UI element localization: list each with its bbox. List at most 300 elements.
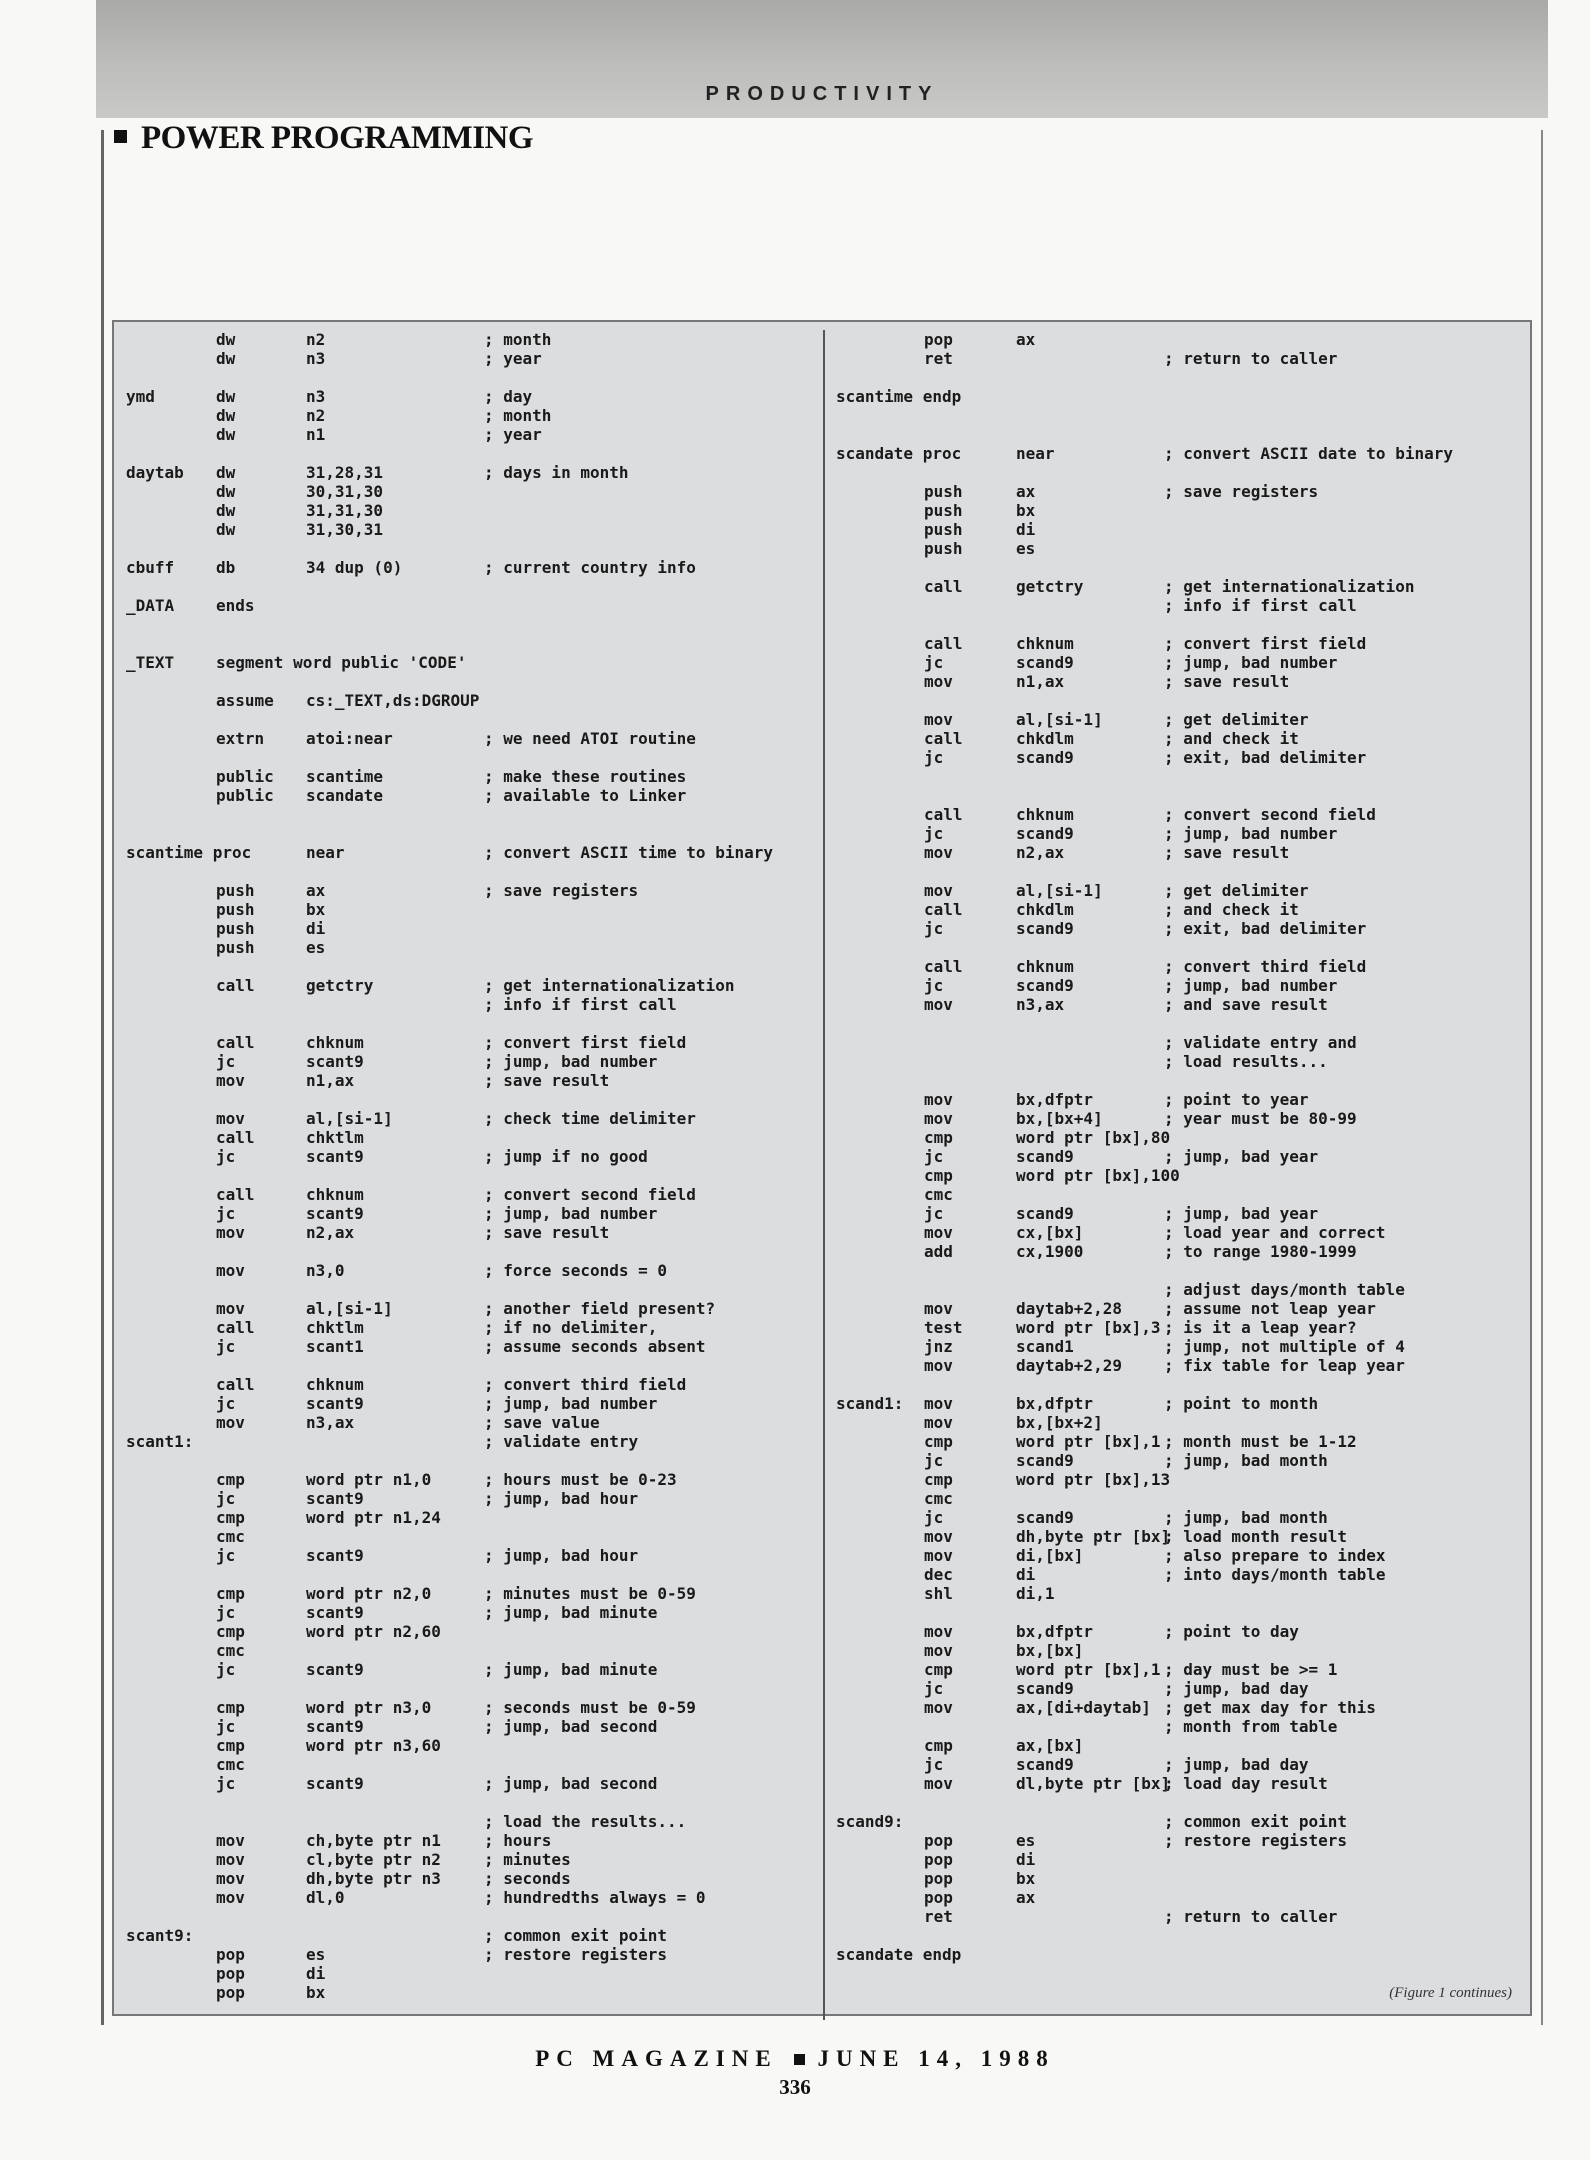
code-arg: getctry bbox=[306, 976, 374, 995]
code-label: scant1: bbox=[126, 1432, 194, 1451]
code-arg: es bbox=[1016, 539, 1036, 558]
code-comment: ; point to month bbox=[1164, 1394, 1319, 1413]
code-arg: n3,0 bbox=[306, 1261, 345, 1280]
code-comment: ; jump, bad minute bbox=[484, 1660, 658, 1679]
code-comment: ; jump, bad month bbox=[1164, 1451, 1328, 1470]
code-op: dw bbox=[216, 520, 236, 539]
code-op: cmp bbox=[216, 1698, 245, 1717]
code-comment: ; info if first call bbox=[1164, 596, 1357, 615]
code-arg: word ptr [bx],3 bbox=[1016, 1318, 1161, 1337]
code-arg: scant9 bbox=[306, 1660, 364, 1679]
code-arg: scand9 bbox=[1016, 1451, 1074, 1470]
code-arg: es bbox=[1016, 1831, 1036, 1850]
code-comment: ; return to caller bbox=[1164, 349, 1338, 368]
code-arg: 30,31,30 bbox=[306, 482, 384, 501]
code-arg: scand9 bbox=[1016, 919, 1074, 938]
code-label: scand1: bbox=[836, 1394, 904, 1413]
code-op: jc bbox=[924, 1755, 944, 1774]
code-arg: n3,ax bbox=[306, 1413, 355, 1432]
code-op: mov bbox=[924, 1223, 953, 1242]
code-op: mov bbox=[924, 881, 953, 900]
code-arg: scand1 bbox=[1016, 1337, 1074, 1356]
code-arg: scand9 bbox=[1016, 1147, 1074, 1166]
code-comment: ; load the results... bbox=[484, 1812, 687, 1831]
code-op: cmp bbox=[216, 1470, 245, 1489]
code-comment: ; adjust days/month table bbox=[1164, 1280, 1405, 1299]
code-arg: bx,[bx] bbox=[1016, 1641, 1084, 1660]
code-label: scandate endp bbox=[836, 1945, 962, 1964]
code-comment: ; current country info bbox=[484, 558, 696, 577]
code-arg: scant9 bbox=[306, 1052, 364, 1071]
code-label: _TEXT bbox=[126, 653, 175, 672]
code-arg: al,[si-1] bbox=[1016, 710, 1103, 729]
code-arg: es bbox=[306, 938, 326, 957]
code-arg: chknum bbox=[1016, 805, 1074, 824]
code-comment: ; hours must be 0-23 bbox=[484, 1470, 677, 1489]
code-comment: ; validate entry bbox=[484, 1432, 639, 1451]
code-comment: ; common exit point bbox=[1164, 1812, 1348, 1831]
code-op: mov bbox=[924, 710, 953, 729]
code-label: daytab bbox=[126, 463, 184, 482]
code-op: cmp bbox=[924, 1660, 953, 1679]
code-arg: n1,ax bbox=[1016, 672, 1065, 691]
code-comment: ; point to year bbox=[1164, 1090, 1309, 1109]
code-op: jc bbox=[924, 1147, 944, 1166]
code-comment: ; exit, bad delimiter bbox=[1164, 919, 1367, 938]
code-arg: near bbox=[306, 843, 345, 862]
code-op: call bbox=[216, 1318, 255, 1337]
code-arg: es bbox=[306, 1945, 326, 1964]
header-title: POWER PROGRAMMING bbox=[141, 120, 534, 156]
code-comment: ; save result bbox=[1164, 672, 1290, 691]
code-op: mov bbox=[924, 995, 953, 1014]
code-comment: ; save result bbox=[1164, 843, 1290, 862]
code-arg: cl,byte ptr n2 bbox=[306, 1850, 441, 1869]
code-comment: ; seconds must be 0-59 bbox=[484, 1698, 696, 1717]
code-arg: n1,ax bbox=[306, 1071, 355, 1090]
code-op: dw bbox=[216, 501, 236, 520]
code-comment: ; month must be 1-12 bbox=[1164, 1432, 1357, 1451]
code-arg: dl,0 bbox=[306, 1888, 345, 1907]
magazine-name: PC MAGAZINE bbox=[535, 2046, 778, 2071]
code-comment: ; jump, bad day bbox=[1164, 1679, 1309, 1698]
code-comment: ; seconds bbox=[484, 1869, 571, 1888]
code-op: jc bbox=[924, 1508, 944, 1527]
code-arg: chkdlm bbox=[1016, 900, 1074, 919]
code-listing bbox=[112, 320, 1532, 2016]
code-arg: scant9 bbox=[306, 1603, 364, 1622]
code-op: ends bbox=[216, 596, 255, 615]
code-op: mov bbox=[924, 1527, 953, 1546]
code-op: shl bbox=[924, 1584, 953, 1603]
code-comment: ; jump, bad hour bbox=[484, 1546, 639, 1565]
code-comment: ; save registers bbox=[484, 881, 639, 900]
code-op: cmp bbox=[924, 1432, 953, 1451]
code-op: mov bbox=[924, 1546, 953, 1565]
code-arg: dl,byte ptr [bx] bbox=[1016, 1774, 1171, 1793]
code-op: pop bbox=[924, 1831, 953, 1850]
code-op: mov bbox=[924, 1394, 953, 1413]
code-op: jc bbox=[924, 1679, 944, 1698]
code-op: mov bbox=[924, 1641, 953, 1660]
code-op: dw bbox=[216, 425, 236, 444]
code-op: cmp bbox=[924, 1128, 953, 1147]
code-op: mov bbox=[924, 1774, 953, 1793]
code-arg: cx,[bx] bbox=[1016, 1223, 1084, 1242]
code-label: scandate proc bbox=[836, 444, 962, 463]
code-comment: ; and check it bbox=[1164, 900, 1299, 919]
code-arg: word ptr [bx],1 bbox=[1016, 1432, 1161, 1451]
code-arg: chktlm bbox=[306, 1128, 364, 1147]
code-comment: ; jump, bad number bbox=[1164, 976, 1338, 995]
code-comment: ; another field present? bbox=[484, 1299, 716, 1318]
code-op: cmp bbox=[924, 1736, 953, 1755]
code-comment: ; day bbox=[484, 387, 533, 406]
code-arg: scand9 bbox=[1016, 1204, 1074, 1223]
code-op: push bbox=[924, 520, 963, 539]
page-header bbox=[114, 120, 533, 157]
code-op: cmp bbox=[924, 1470, 953, 1489]
code-op: jc bbox=[924, 976, 944, 995]
code-label: ymd bbox=[126, 387, 155, 406]
code-comment: ; month bbox=[484, 406, 552, 425]
code-op: cmc bbox=[924, 1489, 953, 1508]
code-arg: ax bbox=[1016, 330, 1036, 349]
code-arg: ax bbox=[1016, 1888, 1036, 1907]
code-op: call bbox=[216, 1375, 255, 1394]
code-comment: ; get internationalization bbox=[1164, 577, 1415, 596]
code-arg: n2 bbox=[306, 406, 326, 425]
code-arg: ch,byte ptr n1 bbox=[306, 1831, 441, 1850]
code-comment: ; minutes bbox=[484, 1850, 571, 1869]
code-op: test bbox=[924, 1318, 963, 1337]
code-comment: ; available to Linker bbox=[484, 786, 687, 805]
code-arg: ax,[di+daytab] bbox=[1016, 1698, 1151, 1717]
code-op: jc bbox=[216, 1337, 236, 1356]
code-arg: cs:_TEXT,ds:DGROUP bbox=[306, 691, 480, 710]
code-op: call bbox=[924, 957, 963, 976]
code-comment: ; jump, bad second bbox=[484, 1774, 658, 1793]
code-comment: ; month bbox=[484, 330, 552, 349]
code-arg: di bbox=[306, 1964, 326, 1983]
code-arg: chktlm bbox=[306, 1318, 364, 1337]
code-arg: near bbox=[1016, 444, 1055, 463]
code-op: call bbox=[924, 900, 963, 919]
code-op: jc bbox=[216, 1394, 236, 1413]
code-op: dec bbox=[924, 1565, 953, 1584]
code-arg: chknum bbox=[1016, 957, 1074, 976]
code-op: push bbox=[216, 938, 255, 957]
code-comment: ; get delimiter bbox=[1164, 710, 1309, 729]
code-op: push bbox=[924, 539, 963, 558]
code-comment: ; jump, bad month bbox=[1164, 1508, 1328, 1527]
code-comment: ; and check it bbox=[1164, 729, 1299, 748]
code-op: mov bbox=[924, 1622, 953, 1641]
code-arg: bx bbox=[306, 900, 326, 919]
code-arg: 31,28,31 bbox=[306, 463, 384, 482]
code-arg: al,[si-1] bbox=[306, 1109, 393, 1128]
code-op: jnz bbox=[924, 1337, 953, 1356]
code-comment: ; year must be 80-99 bbox=[1164, 1109, 1357, 1128]
code-arg: daytab+2,28 bbox=[1016, 1299, 1122, 1318]
code-arg: n3 bbox=[306, 349, 326, 368]
code-arg: n2,ax bbox=[1016, 843, 1065, 862]
code-arg: scant9 bbox=[306, 1394, 364, 1413]
code-op: jc bbox=[216, 1489, 236, 1508]
code-arg: scant9 bbox=[306, 1717, 364, 1736]
code-comment: ; jump, bad number bbox=[1164, 653, 1338, 672]
code-arg: atoi:near bbox=[306, 729, 393, 748]
code-comment: ; validate entry and bbox=[1164, 1033, 1357, 1052]
code-arg: n1 bbox=[306, 425, 326, 444]
code-comment: ; convert second field bbox=[484, 1185, 696, 1204]
code-comment: ; force seconds = 0 bbox=[484, 1261, 668, 1280]
code-op: mov bbox=[216, 1888, 245, 1907]
code-op: pop bbox=[216, 1945, 245, 1964]
code-comment: ; convert first field bbox=[484, 1033, 687, 1052]
code-arg: ax bbox=[1016, 482, 1036, 501]
code-comment: ; jump, bad year bbox=[1164, 1147, 1319, 1166]
code-comment: ; restore registers bbox=[1164, 1831, 1348, 1850]
code-op: db bbox=[216, 558, 236, 577]
code-comment: ; minutes must be 0-59 bbox=[484, 1584, 696, 1603]
frame-rule-left bbox=[101, 130, 104, 2025]
code-op: call bbox=[216, 1033, 255, 1052]
code-arg: 31,31,30 bbox=[306, 501, 384, 520]
code-op: cmc bbox=[216, 1755, 245, 1774]
column-divider bbox=[823, 330, 825, 2020]
code-op: jc bbox=[216, 1052, 236, 1071]
code-op: add bbox=[924, 1242, 953, 1261]
code-arg: al,[si-1] bbox=[306, 1299, 393, 1318]
code-op: call bbox=[216, 1185, 255, 1204]
code-op: call bbox=[924, 634, 963, 653]
section-label: PRODUCTIVITY bbox=[705, 83, 939, 105]
code-op: mov bbox=[924, 1299, 953, 1318]
code-comment: ; convert third field bbox=[1164, 957, 1367, 976]
code-op: mov bbox=[924, 1413, 953, 1432]
code-comment: ; jump, bad hour bbox=[484, 1489, 639, 1508]
code-arg: word ptr [bx],80 bbox=[1016, 1128, 1171, 1147]
code-op: cmc bbox=[216, 1527, 245, 1546]
code-arg: di bbox=[1016, 1565, 1036, 1584]
code-op: cmp bbox=[216, 1736, 245, 1755]
page-number: 336 bbox=[779, 2075, 811, 2099]
code-op: jc bbox=[924, 748, 944, 767]
code-op: jc bbox=[216, 1204, 236, 1223]
code-comment: ; common exit point bbox=[484, 1926, 668, 1945]
code-arg: bx bbox=[306, 1983, 326, 2002]
code-arg: word ptr n3,0 bbox=[306, 1698, 432, 1717]
code-comment: ; point to day bbox=[1164, 1622, 1299, 1641]
code-op: dw bbox=[216, 330, 236, 349]
code-comment: ; jump, bad year bbox=[1164, 1204, 1319, 1223]
code-arg: dh,byte ptr n3 bbox=[306, 1869, 441, 1888]
code-op: jc bbox=[924, 1204, 944, 1223]
code-op: push bbox=[216, 919, 255, 938]
code-arg: scant9 bbox=[306, 1204, 364, 1223]
code-arg: bx,[bx+4] bbox=[1016, 1109, 1103, 1128]
code-comment: ; convert first field bbox=[1164, 634, 1367, 653]
code-op: jc bbox=[216, 1147, 236, 1166]
code-arg: bx,dfptr bbox=[1016, 1394, 1094, 1413]
code-comment: ; and save result bbox=[1164, 995, 1328, 1014]
code-comment: ; month from table bbox=[1164, 1717, 1338, 1736]
code-op: pop bbox=[924, 1869, 953, 1888]
code-arg: chknum bbox=[306, 1033, 364, 1052]
code-comment: ; hundredths always = 0 bbox=[484, 1888, 706, 1907]
code-comment: ; make these routines bbox=[484, 767, 687, 786]
code-comment: ; jump, bad number bbox=[484, 1394, 658, 1413]
code-arg: chknum bbox=[306, 1185, 364, 1204]
code-arg: scand9 bbox=[1016, 1508, 1074, 1527]
code-arg: chknum bbox=[306, 1375, 364, 1394]
code-comment: ; load day result bbox=[1164, 1774, 1328, 1793]
code-arg: scand9 bbox=[1016, 748, 1074, 767]
code-arg: di,1 bbox=[1016, 1584, 1055, 1603]
code-arg: chknum bbox=[1016, 634, 1074, 653]
issue-date: JUNE 14, 1988 bbox=[817, 2046, 1055, 2071]
code-arg: scant9 bbox=[306, 1147, 364, 1166]
code-op: cmp bbox=[216, 1584, 245, 1603]
code-op: mov bbox=[924, 1356, 953, 1375]
footer-magazine bbox=[0, 2046, 1590, 2072]
code-comment: ; save registers bbox=[1164, 482, 1319, 501]
code-op: public bbox=[216, 786, 274, 805]
code-op: jc bbox=[216, 1546, 236, 1565]
code-comment: ; get delimiter bbox=[1164, 881, 1309, 900]
code-comment: ; to range 1980-1999 bbox=[1164, 1242, 1357, 1261]
code-arg: n2 bbox=[306, 330, 326, 349]
code-arg: chkdlm bbox=[1016, 729, 1074, 748]
code-op: ret bbox=[924, 349, 953, 368]
code-op: mov bbox=[924, 1090, 953, 1109]
code-op: jc bbox=[924, 919, 944, 938]
code-op: mov bbox=[216, 1261, 245, 1280]
code-op: cmp bbox=[216, 1622, 245, 1641]
code-comment: ; restore registers bbox=[484, 1945, 668, 1964]
code-op: push bbox=[216, 900, 255, 919]
code-arg: cx,1900 bbox=[1016, 1242, 1084, 1261]
code-arg: word ptr n1,0 bbox=[306, 1470, 432, 1489]
code-arg: scandate bbox=[306, 786, 384, 805]
code-comment: ; jump, bad minute bbox=[484, 1603, 658, 1622]
code-op: mov bbox=[216, 1071, 245, 1090]
code-arg: bx,[bx+2] bbox=[1016, 1413, 1103, 1432]
code-arg: scand9 bbox=[1016, 1755, 1074, 1774]
code-op: mov bbox=[924, 843, 953, 862]
code-arg: bx,dfptr bbox=[1016, 1622, 1094, 1641]
code-comment: ; if no delimiter, bbox=[484, 1318, 658, 1337]
code-op: segment word public 'CODE' bbox=[216, 653, 467, 672]
code-arg: al,[si-1] bbox=[1016, 881, 1103, 900]
code-comment: ; hours bbox=[484, 1831, 552, 1850]
code-op: jc bbox=[216, 1774, 236, 1793]
code-op: pop bbox=[924, 330, 953, 349]
code-op: cmc bbox=[924, 1185, 953, 1204]
code-op: mov bbox=[216, 1413, 245, 1432]
code-op: public bbox=[216, 767, 274, 786]
code-label: scantime proc bbox=[126, 843, 252, 862]
code-arg: di bbox=[1016, 520, 1036, 539]
code-arg: dh,byte ptr [bx] bbox=[1016, 1527, 1171, 1546]
code-comment: ; we need ATOI routine bbox=[484, 729, 696, 748]
code-arg: di bbox=[306, 919, 326, 938]
code-op: pop bbox=[924, 1850, 953, 1869]
code-arg: getctry bbox=[1016, 577, 1084, 596]
code-comment: ; into days/month table bbox=[1164, 1565, 1386, 1584]
code-op: dw bbox=[216, 463, 236, 482]
code-arg: bx,dfptr bbox=[1016, 1090, 1094, 1109]
code-comment: ; load year and correct bbox=[1164, 1223, 1386, 1242]
code-label: scand9: bbox=[836, 1812, 904, 1831]
code-comment: ; assume not leap year bbox=[1164, 1299, 1376, 1318]
code-op: mov bbox=[924, 672, 953, 691]
code-comment: ; get max day for this bbox=[1164, 1698, 1376, 1717]
code-arg: scand9 bbox=[1016, 1679, 1074, 1698]
code-op: mov bbox=[216, 1109, 245, 1128]
code-comment: ; convert ASCII time to binary bbox=[484, 843, 773, 862]
square-separator-icon bbox=[794, 2054, 805, 2065]
code-comment: ; check time delimiter bbox=[484, 1109, 696, 1128]
code-op: call bbox=[216, 976, 255, 995]
code-op: assume bbox=[216, 691, 274, 710]
code-op: cmp bbox=[216, 1508, 245, 1527]
code-comment: ; load month result bbox=[1164, 1527, 1348, 1546]
code-op: pop bbox=[216, 1964, 245, 1983]
code-comment: ; exit, bad delimiter bbox=[1164, 748, 1367, 767]
code-op: cmp bbox=[924, 1166, 953, 1185]
code-op: mov bbox=[216, 1831, 245, 1850]
code-op: jc bbox=[924, 1451, 944, 1470]
code-comment: ; year bbox=[484, 425, 542, 444]
code-op: pop bbox=[216, 1983, 245, 2002]
code-comment: ; is it a leap year? bbox=[1164, 1318, 1357, 1337]
code-arg: word ptr n2,60 bbox=[306, 1622, 441, 1641]
code-op: ret bbox=[924, 1907, 953, 1926]
code-op: pop bbox=[924, 1888, 953, 1907]
code-comment: ; jump, bad number bbox=[1164, 824, 1338, 843]
code-op: push bbox=[924, 482, 963, 501]
code-arg: scand9 bbox=[1016, 824, 1074, 843]
code-arg: word ptr [bx],13 bbox=[1016, 1470, 1171, 1489]
code-comment: ; return to caller bbox=[1164, 1907, 1338, 1926]
code-op: call bbox=[924, 577, 963, 596]
code-op: mov bbox=[924, 1109, 953, 1128]
code-comment: ; jump, bad second bbox=[484, 1717, 658, 1736]
code-arg: n2,ax bbox=[306, 1223, 355, 1242]
code-comment: ; save result bbox=[484, 1223, 610, 1242]
code-op: mov bbox=[924, 1698, 953, 1717]
code-op: jc bbox=[216, 1660, 236, 1679]
code-op: call bbox=[216, 1128, 255, 1147]
code-arg: ax,[bx] bbox=[1016, 1736, 1084, 1755]
code-op: mov bbox=[216, 1299, 245, 1318]
code-op: cmc bbox=[216, 1641, 245, 1660]
code-arg: bx bbox=[1016, 1869, 1036, 1888]
code-comment: ; save result bbox=[484, 1071, 610, 1090]
code-comment: ; jump if no good bbox=[484, 1147, 648, 1166]
code-comment: ; convert ASCII date to binary bbox=[1164, 444, 1453, 463]
code-comment: ; also prepare to index bbox=[1164, 1546, 1386, 1565]
code-comment: ; save value bbox=[484, 1413, 600, 1432]
code-arg: word ptr n1,24 bbox=[306, 1508, 441, 1527]
code-comment: ; jump, not multiple of 4 bbox=[1164, 1337, 1405, 1356]
code-comment: ; days in month bbox=[484, 463, 629, 482]
code-arg: 31,30,31 bbox=[306, 520, 384, 539]
code-op: extrn bbox=[216, 729, 265, 748]
code-arg: scantime bbox=[306, 767, 384, 786]
